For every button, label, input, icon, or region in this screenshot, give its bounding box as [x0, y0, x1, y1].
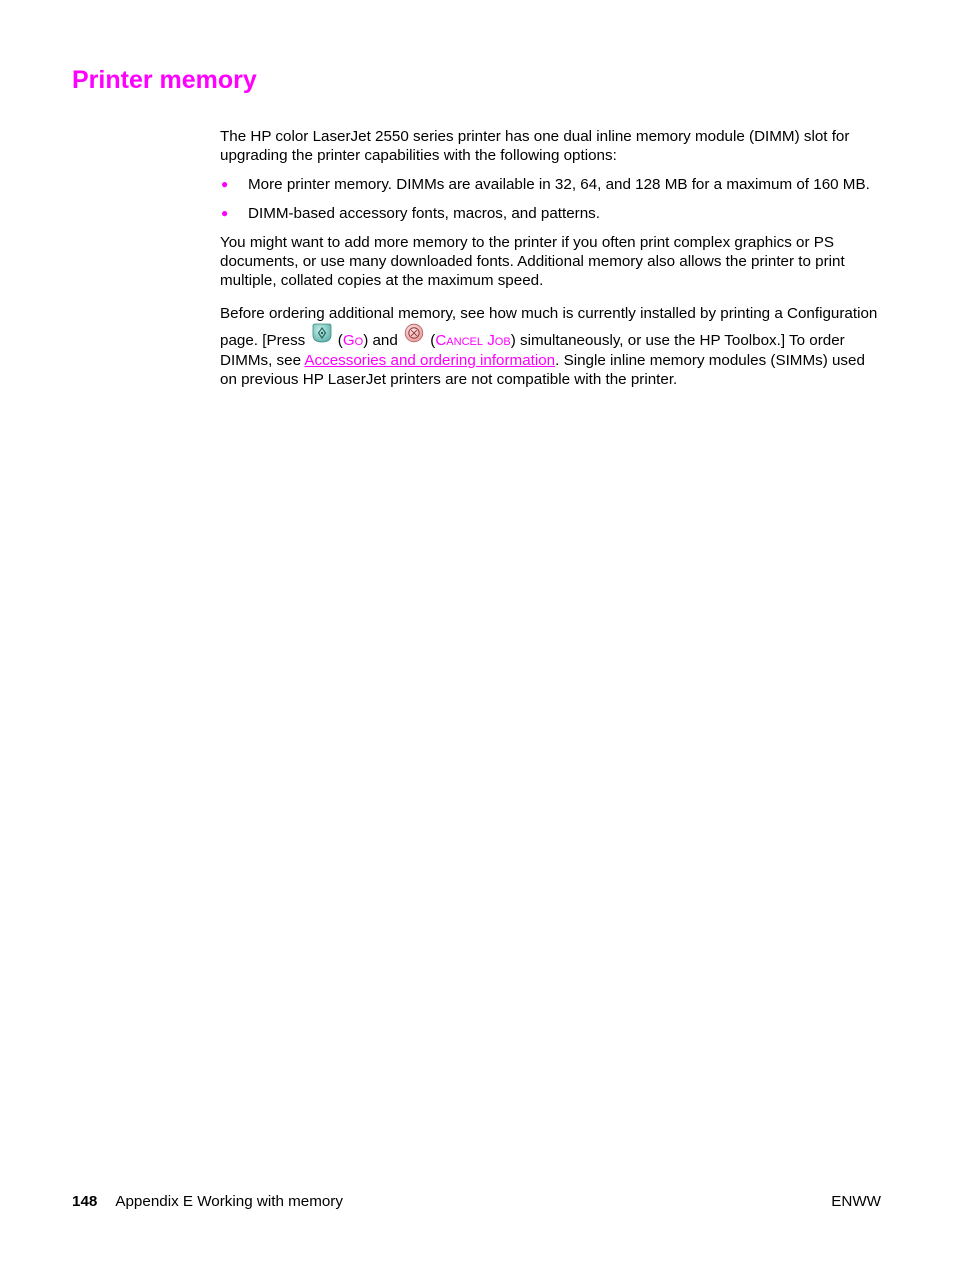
page-number: 148	[72, 1193, 98, 1210]
main-content	[220, 127, 880, 399]
list-item-text: More printer memory. DIMMs are available in 32, 64, and 128 MB for a maximum of 160 MB.	[248, 176, 870, 193]
intro-paragraph: The HP color LaserJet 2550 series printer has one dual inline memory module (DIMM) slot for upgrading the printer capabilities with the following options:	[220, 128, 850, 165]
cancel-job-label: Cancel Job	[435, 332, 511, 350]
footer-right-label: ENWW	[831, 1193, 881, 1210]
options-list	[220, 175, 880, 223]
configuration-paragraph: Before ordering additional memory, see how much is currently installed by printing a Configuration page. [Press (Go) and (Cancel Job) simultaneously, or use the HP Toolbox.] To order DIMMs, see Accessories and ordering information. Single inline memory modules (SIMMs) used on previous HP LaserJet printers are not compatible with the printer.	[220, 305, 878, 388]
cancel-job-button-icon	[404, 323, 424, 343]
footer-section: Appendix E Working with memory	[115, 1193, 343, 1210]
go-button-icon	[312, 323, 332, 343]
go-label: Go	[342, 332, 364, 350]
page-footer	[72, 1192, 881, 1211]
memory-paragraph: You might want to add more memory to the printer if you often print complex graphics or PS documents, or use many downloaded fonts. Additional memory also allows the printer to print multiple, collated copies at the maximum speed.	[220, 233, 845, 289]
bullet-icon: ●	[221, 205, 229, 220]
accessories-link[interactable]: Accessories and ordering information	[304, 351, 556, 369]
bullet-icon: ●	[221, 177, 229, 191]
list-item	[220, 204, 880, 223]
list-item	[220, 175, 880, 194]
config-text-part1: Before ordering additional memory, see how much is currently installed by printing a Configuration page. [Press	[220, 305, 878, 350]
page-title: Printer memory	[72, 66, 257, 94]
list-item-text: DIMM-based accessory fonts, macros, and patterns.	[248, 204, 600, 222]
